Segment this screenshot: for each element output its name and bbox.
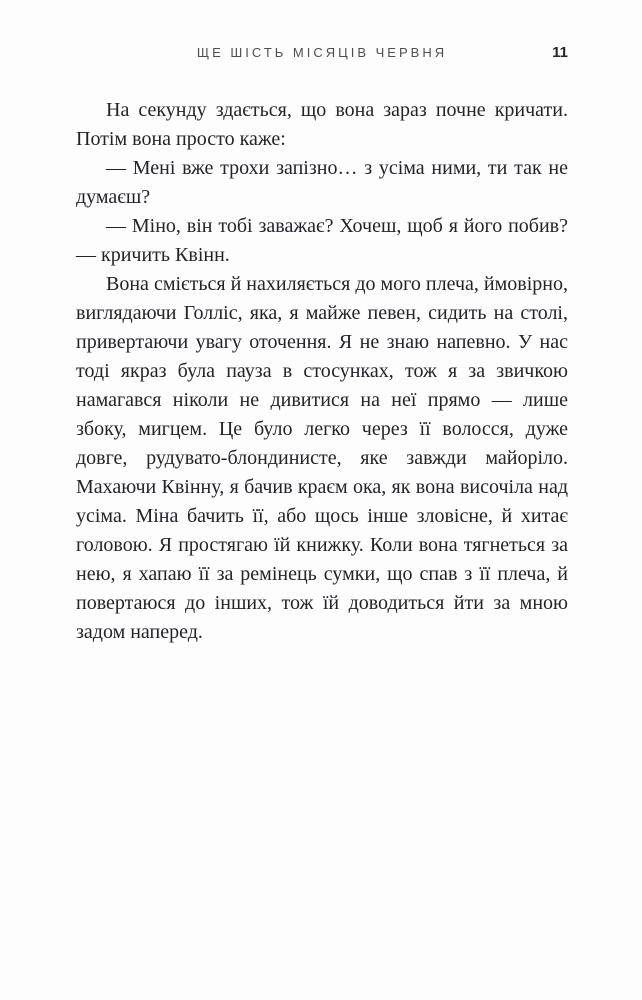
page-text (76, 96, 568, 647)
running-title: ЩЕ ШІСТЬ МІСЯЦІВ ЧЕРВНЯ (196, 45, 448, 60)
page-header (76, 42, 568, 64)
paragraph-dialogue-2: — Міно, він тобі заважає? Хочеш, щоб я його побив? — кричить Квінн. (76, 215, 568, 266)
paragraph-dialogue-1: — Мені вже трохи запізно… з усіма ними, ти так не думаєш? (76, 157, 568, 208)
paragraph-narration-2: Вона сміється й нахиляється до мого плеча, ймовірно, виглядаючи Голліс, яка, я майже певен, сидить на столі, привертаючи увагу оточення. Я не знаю напевно. У нас тоді якраз була пауза в стосунках, тож я за звичкою намагався ніколи не дивитися на неї прямо — лише збоку, мигцем. Це було легко через її волосся, дуже довге, рудувато-блондинисте, яке завжди майоріло. Махаючи Квінну, я бачив краєм ока, як вона височіла над усіма. Міна бачить її, або щось інше зловісне, й хитає головою. Я простягаю їй книжку. Коли вона тягнеться за нею, я хапаю її за ремінець сумки, що спав з її плеча, й повертаюся до інших, тож їй доводиться йти за мною задом наперед. (76, 273, 568, 643)
paragraph-narration-1: На секунду здається, що вона зараз почне кричати. Потім вона просто каже: (76, 99, 568, 150)
page-number: 11 (552, 44, 568, 61)
